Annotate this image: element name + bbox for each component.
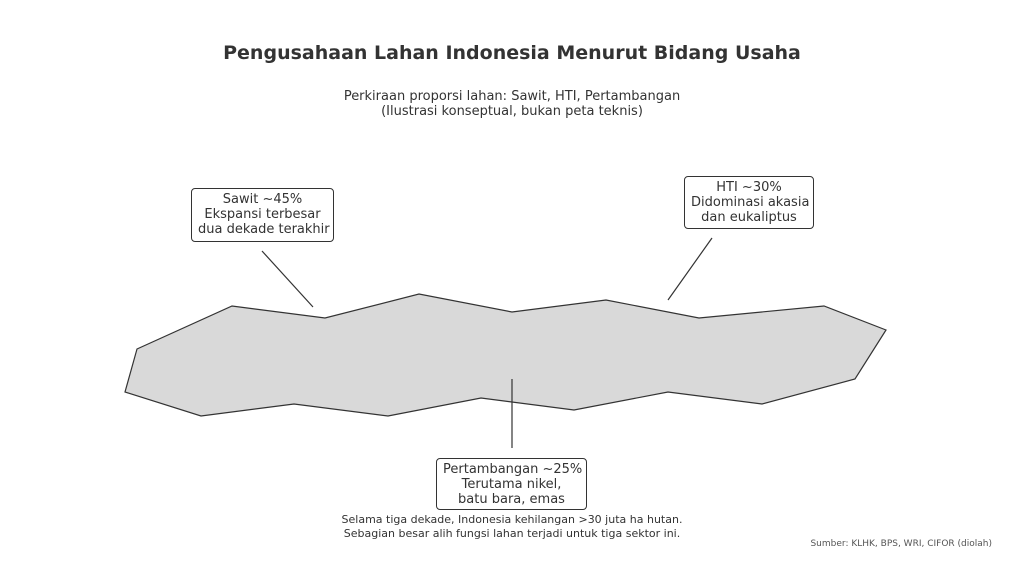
tambang-callout-line-2: Terutama nikel, [461, 477, 562, 492]
footnote-line-2: Sebagian besar alih fungsi lahan terjadi untuk tiga sektor ini. [343, 527, 681, 540]
source-note: Sumber: KLHK, BPS, WRI, CIFOR (diolah) [810, 539, 992, 549]
subtitle-line-1: Perkiraan proporsi lahan: Sawit, HTI, Pertambangan [343, 89, 681, 104]
hti-callout-line-3: dan eukaliptus [701, 210, 797, 225]
subtitle-line-2: (Ilustrasi konseptual, bukan peta teknis) [381, 104, 643, 119]
tambang-callout [436, 458, 587, 510]
sawit-callout-line-2: Ekspansi terbesar [204, 207, 321, 222]
footnote-line-1: Selama tiga dekade, Indonesia kehilangan >30 juta ha hutan. [341, 513, 683, 526]
sawit-callout-line-1: Sawit ~45% [222, 192, 303, 207]
hti-callout-line-1: HTI ~30% [716, 180, 782, 195]
footnote [0, 513, 1024, 541]
sawit-leader-line [262, 251, 313, 307]
sawit-callout-line-3: dua dekade terakhir [198, 222, 330, 237]
hti-callout [684, 176, 814, 229]
tambang-callout-line-3: batu bara, emas [458, 492, 565, 507]
diagram-title: Pengusahaan Lahan Indonesia Menurut Bidang Usaha [223, 42, 801, 64]
tambang-callout-line-1: Pertambangan ~25% [443, 462, 583, 477]
hti-callout-line-2: Didominasi akasia [691, 195, 810, 210]
sawit-callout [191, 188, 334, 242]
hti-leader-line [668, 238, 712, 300]
land-shape [125, 294, 886, 416]
